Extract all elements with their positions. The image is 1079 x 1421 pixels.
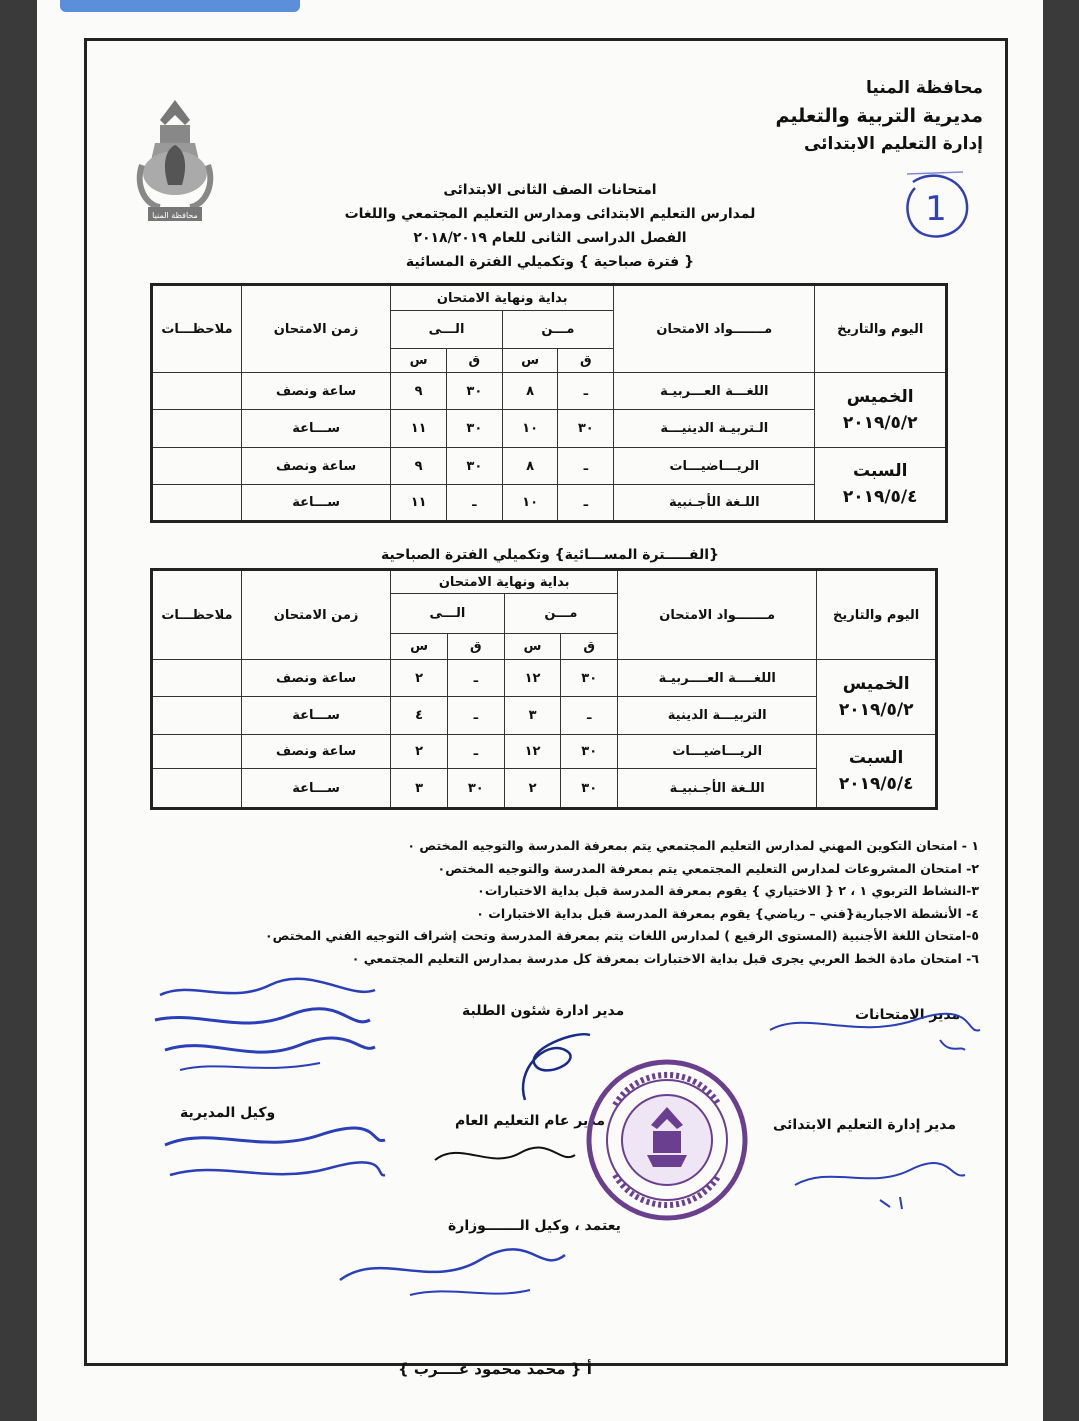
notes-cell (152, 660, 242, 697)
handwritten-signature-primary-admin (790, 1145, 970, 1215)
day-date: ٢٠١٩/٥/٢ (838, 700, 914, 720)
student-affairs-manager-label: مدير ادارة شئون الطلبة (462, 1003, 625, 1019)
header-to-minute: ق (447, 634, 504, 660)
header-notes: ملاحظـــات (152, 570, 242, 660)
from-minute-cell: ـ (561, 697, 618, 735)
from-hour-cell: ٨ (502, 448, 558, 485)
notes-list (159, 835, 979, 970)
day-cell (817, 735, 937, 809)
header-start-end: بداية ونهاية الامتحان (391, 570, 618, 594)
day-name: الخميس (846, 387, 914, 407)
duration-cell: ســـاعة (241, 485, 390, 522)
notes-cell (152, 373, 242, 410)
subject-cell: الريـــاضيـــات (618, 735, 817, 769)
to-minute-cell: ـ (447, 485, 503, 522)
day-date: ٢٠١٩/٥/٤ (838, 774, 914, 794)
header-from-minute: ق (558, 349, 614, 373)
note-item: ١ - امتحان التكوين المهني لمدارس التعليم المجتمعي يتم بمعرفة المدرسة والتوجيه المختص ٠ (407, 838, 979, 853)
handwritten-signature-left (150, 975, 380, 1085)
from-minute-cell: ـ (558, 448, 614, 485)
from-minute-cell: ٣٠ (561, 660, 618, 697)
handwritten-signature-exams (765, 1000, 985, 1060)
title-line-4: { فترة صباحية } وتكميلي الفترة المسائية (405, 254, 695, 270)
subject-cell: اللغـــة العـــربيـة (614, 373, 815, 410)
subject-cell: اللغــــة العــــربيـة (618, 660, 817, 697)
to-minute-cell: ـ (447, 735, 504, 769)
header-to: الـــى (391, 594, 504, 634)
from-minute-cell: ٣٠ (558, 410, 614, 448)
morning-schedule-table (150, 283, 948, 523)
day-name: الخميس (842, 674, 910, 694)
ministry-deputy-name: أ { محمد محمود عــــرب } (398, 1360, 592, 1378)
from-hour-cell: ١٢ (504, 660, 561, 697)
directorate: مديرية التربية والتعليم (775, 105, 983, 127)
to-hour-cell: ٢ (391, 735, 448, 769)
header-to-minute: ق (447, 349, 503, 373)
note-item: ٦- امتحان مادة الخط العربي يجرى قبل بداية الاختبارات بمعرفة كل مدرسة بمدارس التعليم المجتمعي ٠ (351, 950, 979, 966)
governorate-logo (130, 95, 220, 230)
duration-cell: ساعة ونصف (241, 660, 390, 697)
to-minute-cell: ٣٠ (447, 769, 504, 809)
duration-cell: ساعة ونصف (241, 373, 390, 410)
day-cell (815, 448, 947, 522)
day-date: ٢٠١٩/٥/٤ (842, 487, 918, 507)
general-education-manager-label: مدير عام التعليم العام (455, 1113, 605, 1129)
day-cell (817, 660, 937, 735)
from-hour-cell: ١٠ (502, 410, 558, 448)
note-item: ٣-النشاط التربوي ١ ، ٢ { الاختياري } يقوم بمعرفة المدرسة قبل بداية الاختبارات٠ (477, 883, 979, 898)
header-to: الـــى (391, 311, 502, 349)
to-hour-cell: ١١ (391, 485, 447, 522)
ministry-deputy-label: يعتمد ، وكيل الـــــــوزارة (448, 1218, 621, 1234)
administration: إدارة التعليم الابتدائى (803, 134, 983, 154)
from-minute-cell: ـ (558, 485, 614, 522)
to-hour-cell: ٢ (391, 660, 448, 697)
subject-cell: الريـــاضيـــات (614, 448, 815, 485)
from-minute-cell: ٣٠ (561, 769, 618, 809)
header-day-date: اليوم والتاريخ (817, 570, 937, 660)
notes-cell (152, 485, 242, 522)
header-from: مـــن (504, 594, 617, 634)
header-from-minute: ق (561, 634, 618, 660)
day-cell (815, 373, 947, 448)
page-number-badge (903, 170, 969, 240)
from-hour-cell: ٣ (504, 697, 561, 735)
header-subjects: مـــــــواد الامتحان (618, 570, 817, 660)
day-name: السبت (852, 461, 908, 481)
deputy-directorate-label: وكيل المديرية (180, 1105, 276, 1121)
note-item: ٤- الأنشطة الاجبارية{فني – رياضي} يقوم بمعرفة المدرسة قبل بداية الاختبارات ٠ (476, 905, 979, 921)
note-item: ٥-امتحان اللغة الأجنبية (المستوى الرفيع ) لمدارس اللغات يتم بمعرفة المدرسة وتحت إشراف التوجيه الفني المختص٠ (265, 928, 979, 943)
day-date: ٢٠١٩/٥/٢ (842, 413, 918, 433)
title-line-2: لمدارس التعليم الابتدائى ومدارس التعليم المجتمعي واللغات (344, 206, 756, 222)
header-day-date: اليوم والتاريخ (815, 285, 947, 373)
title-line-3: الفصل الدراسى الثانى للعام ٢٠١٨/٢٠١٩ (413, 230, 687, 246)
handwritten-signature-deputy-directorate (160, 1120, 390, 1205)
from-hour-cell: ١٠ (502, 485, 558, 522)
page-number: 1 (925, 189, 947, 229)
from-hour-cell: ٢ (504, 769, 561, 809)
notes-cell (152, 410, 242, 448)
notes-cell (152, 448, 242, 485)
to-minute-cell: ـ (447, 660, 504, 697)
subject-cell: اللـغة الأجـنبية (614, 485, 815, 522)
header-to-hour: س (391, 634, 448, 660)
to-minute-cell: ـ (447, 697, 504, 735)
notes-cell (152, 769, 242, 809)
from-minute-cell: ـ (558, 373, 614, 410)
exams-manager-label: مدير الامتحانات (855, 1007, 961, 1023)
header-from-hour: س (504, 634, 561, 660)
title-line-1: امتحانات الصف الثانى الابتدائى (443, 182, 657, 198)
evening-section-title: {الفـــــترة المســـائية} وتكميلي الفترة الصباحية (381, 547, 719, 563)
note-item: ٢- امتحان المشروعات لمدارس التعليم المجتمعي يتم بمعرفة المدرسة والتوجيه المختص٠ (437, 860, 979, 876)
to-minute-cell: ٣٠ (447, 448, 503, 485)
notes-cell (152, 735, 242, 769)
evening-schedule-table (150, 568, 938, 810)
to-minute-cell: ٣٠ (447, 410, 503, 448)
duration-cell: ساعة ونصف (241, 735, 390, 769)
selection-bar (60, 0, 300, 12)
to-minute-cell: ٣٠ (447, 373, 503, 410)
subject-cell: التربيـــة الدينية (618, 697, 817, 735)
header-duration: زمن الامتحان (241, 285, 390, 373)
handwritten-signature-ministry-deputy (330, 1230, 570, 1310)
handwritten-signature-student-affairs (505, 1020, 595, 1105)
subject-cell: الـتربيـة الدينيـــة (614, 410, 815, 448)
duration-cell: ســـاعة (241, 410, 390, 448)
to-hour-cell: ٤ (391, 697, 448, 735)
page-number-circle (903, 170, 969, 240)
primary-admin-manager-label: مدير إدارة التعليم الابتدائى (773, 1117, 957, 1133)
title-block (330, 178, 770, 274)
from-hour-cell: ١٢ (504, 735, 561, 769)
header-from-hour: س (502, 349, 558, 373)
to-hour-cell: ٣ (391, 769, 448, 809)
header-subjects: مـــــــواد الامتحان (614, 285, 815, 373)
official-stamp (585, 1055, 750, 1225)
duration-cell: ســـاعة (241, 697, 390, 735)
duration-cell: ســـاعة (241, 769, 390, 809)
header (775, 74, 983, 158)
header-notes: ملاحظـــات (152, 285, 242, 373)
handwritten-signature-general-manager (430, 1135, 580, 1180)
to-hour-cell: ٩ (391, 448, 447, 485)
from-minute-cell: ٣٠ (561, 735, 618, 769)
header-from: مـــن (502, 311, 613, 349)
day-name: السبت (848, 748, 904, 768)
duration-cell: ساعة ونصف (241, 448, 390, 485)
governorate: محافظة المنيا (866, 78, 983, 98)
header-duration: زمن الامتحان (241, 570, 390, 660)
from-hour-cell: ٨ (502, 373, 558, 410)
to-hour-cell: ١١ (391, 410, 447, 448)
header-to-hour: س (391, 349, 447, 373)
header-start-end: بداية ونهاية الامتحان (391, 285, 614, 311)
logo-caption: محافظة المنيا (152, 211, 198, 220)
subject-cell: اللـغة الأجـنبيـة (618, 769, 817, 809)
notes-cell (152, 697, 242, 735)
to-hour-cell: ٩ (391, 373, 447, 410)
